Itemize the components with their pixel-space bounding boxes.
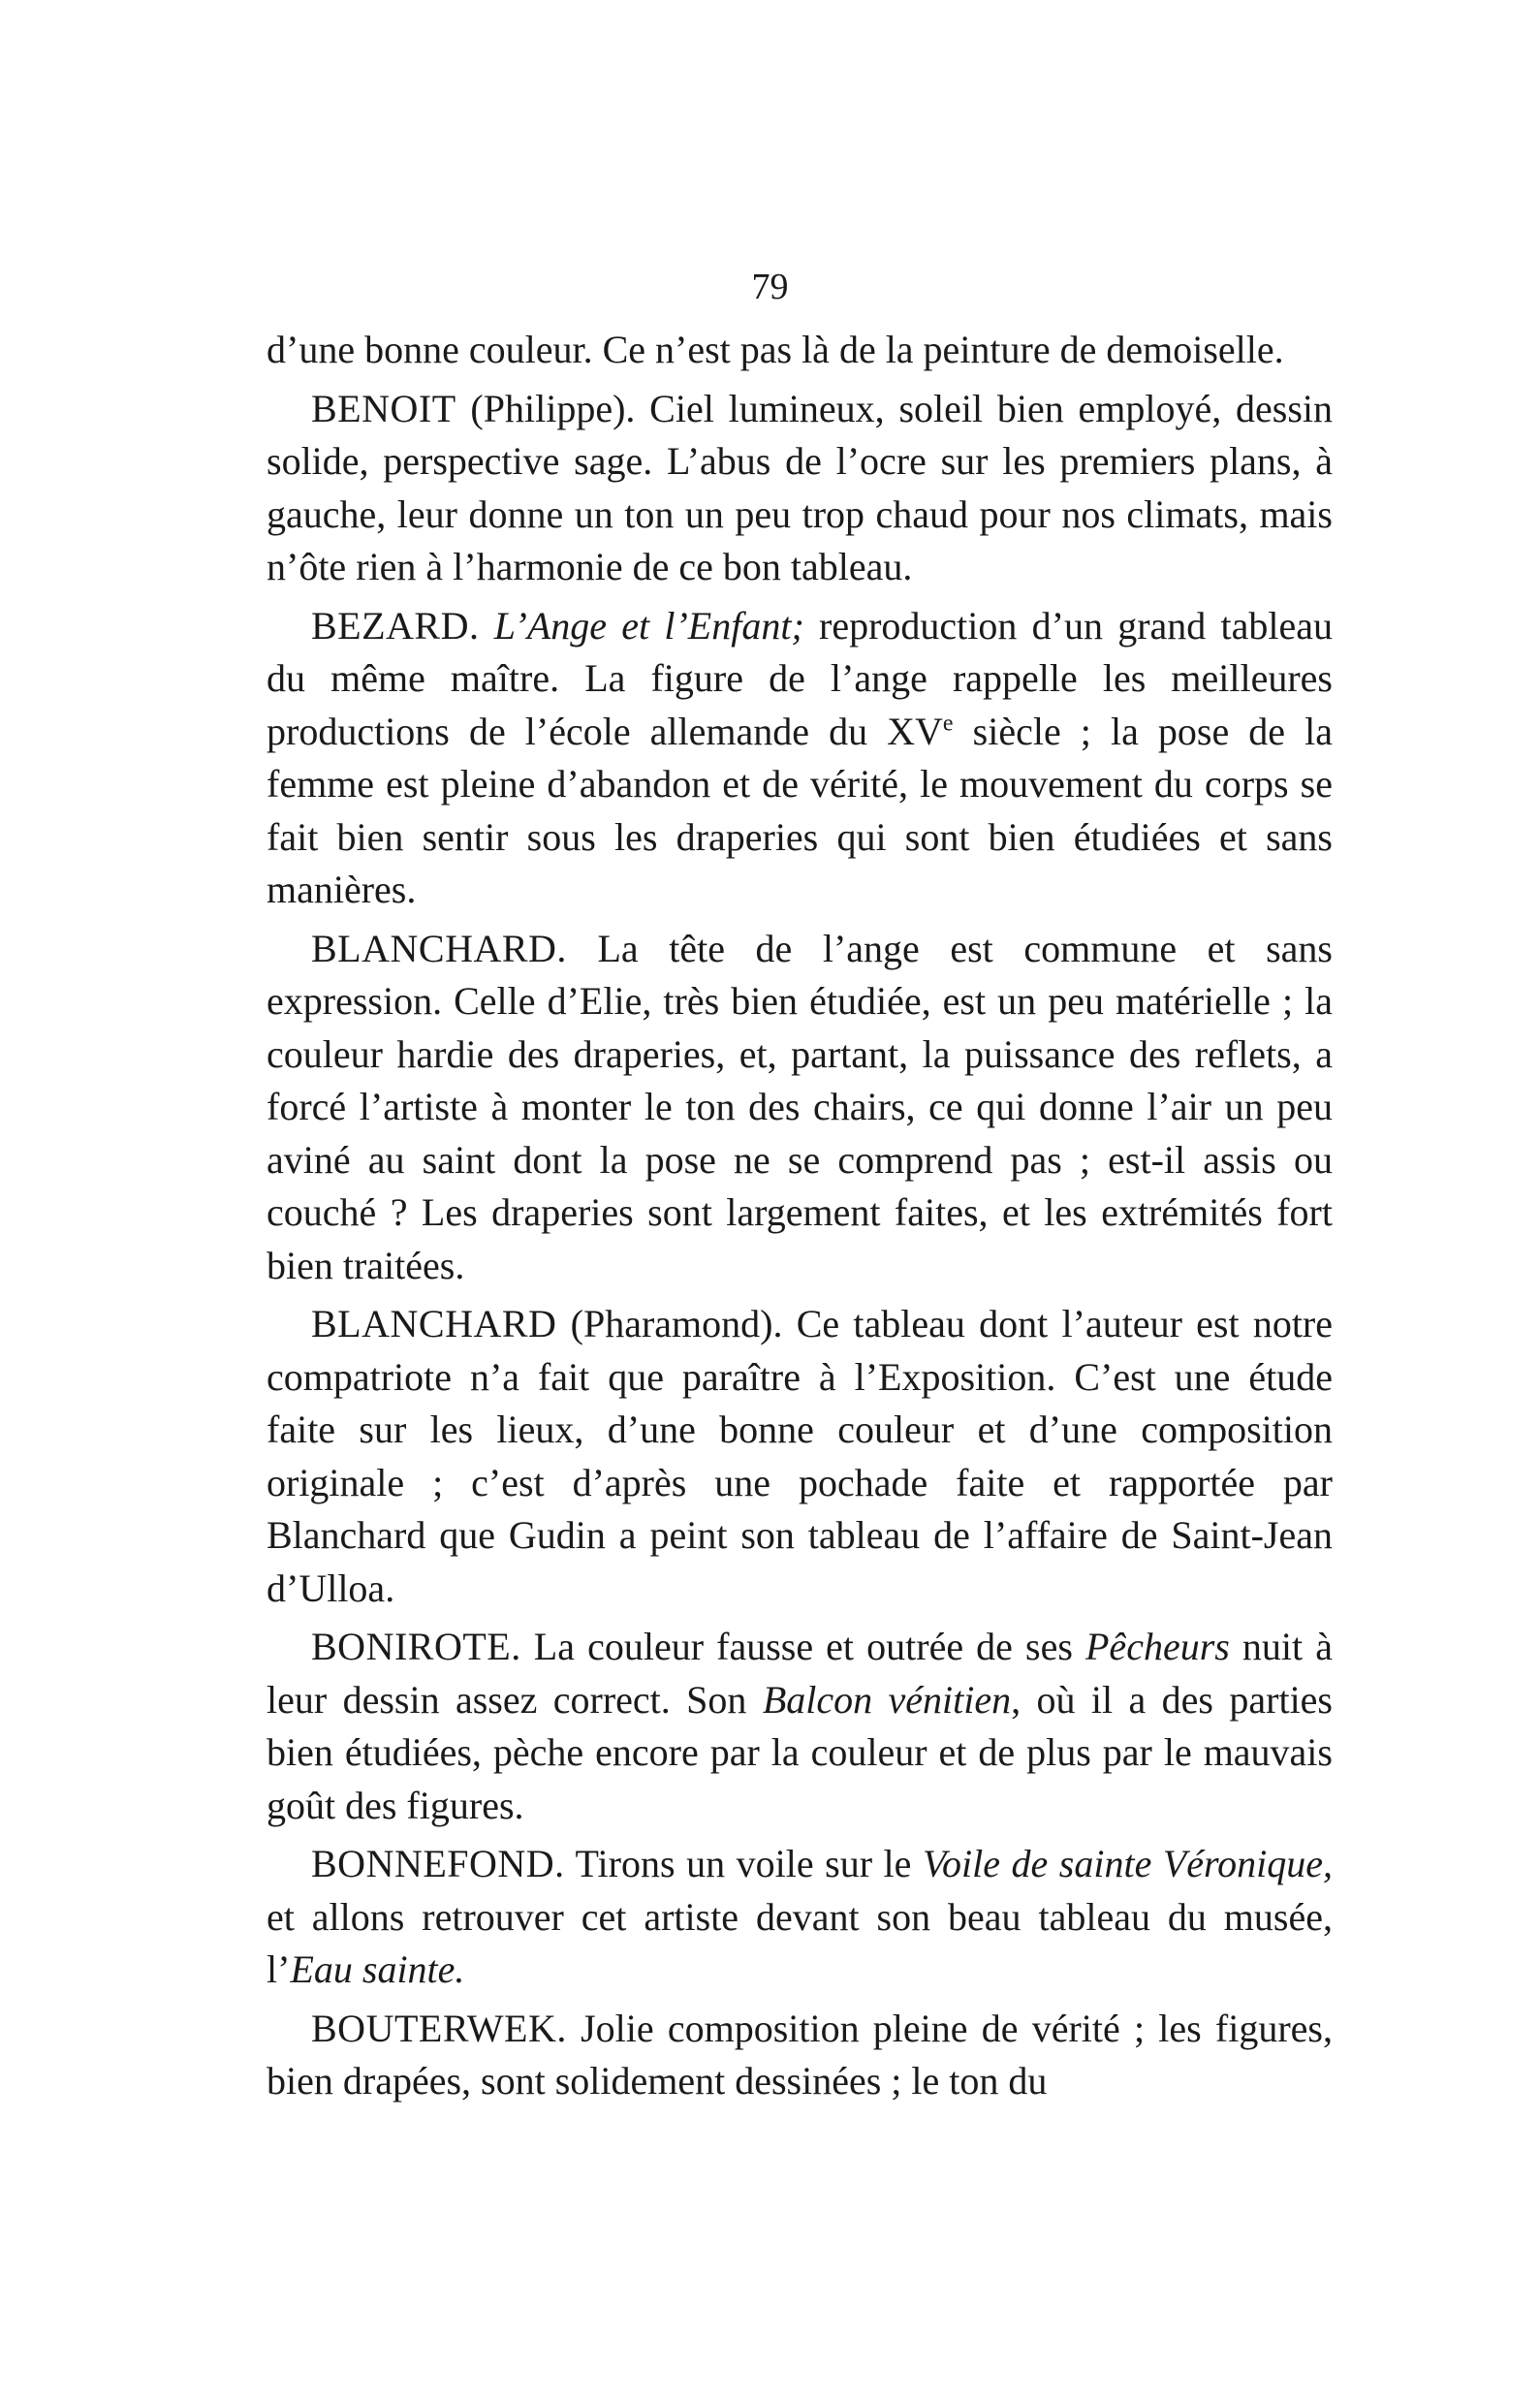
entry-text: et allons retrouver cet artiste devant son beau tableau du musée, l’ [267,1894,1333,1991]
artist-name: BLANCHARD. [311,926,567,970]
artwork-title: Eau sainte. [290,1947,465,1991]
superscript: e [942,711,954,737]
entry-text: Jolie composition pleine de vérité ; les figures, bien drapées, sont solidement dessinées ; le ton du [267,2006,1333,2103]
page-number: 79 [751,267,789,307]
paragraph-continuation [267,324,1333,377]
entry-bonirote [267,1621,1333,1832]
artist-name: BENOIT [311,386,456,430]
entry-text: (Pharamond). Ce tableau dont l’auteur est notre compatriote n’a fait que paraître à l’Exposition. C’est une étude faite sur les lieux, d’une bonne couleur et d’une composition originale ; c’est d’après une pochade faite et rapportée par Blanchard que Gudin a peint son tableau de l’affaire de Saint-Jean d’Ulloa. [267,1302,1333,1610]
artwork-title: L’Ange et l’Enfant; [493,603,804,648]
artist-name: BEZARD. [311,603,480,648]
artwork-title: Pêcheurs [1085,1625,1230,1668]
artist-name: BONNEFOND. [311,1842,565,1885]
entry-blanchard-pharamond [267,1298,1333,1615]
text-column [267,324,1333,2114]
artwork-title: Voile de sainte Véronique, [922,1842,1334,1885]
entry-text: La tête de l’ange est commune et sans expression. Celle d’Elie, très bien étudiée, est un peu matérielle ; la couleur hardie des draperies, et, partant, la puissance des reflets, a forcé l’artiste à monter le ton des chairs, ce qui donne l’air un peu aviné au saint dont la pose ne se comprend pas ; est-il assis ou couché ? Les draperies sont largement faites, et les extrémités fort bien traitées. [267,926,1333,1287]
paragraph-text: d’une bonne couleur. Ce n’est pas là de la peinture de demoiselle. [267,328,1284,371]
entry-text: reproduction d’un grand tableau du même maître. La figure de l’ange rappelle les meilleures productions de l’école allemande du XV [267,603,1333,753]
artist-name: BONIROTE. [311,1625,521,1668]
entry-text: La couleur fausse et outrée de ses [520,1625,1085,1668]
entry-bouterwek [267,2003,1333,2108]
entry-text: nuit à leur dessin assez correct. Son [267,1625,1333,1722]
entry-text: Tirons un voile sur le [564,1842,923,1885]
entry-text: (Philippe). Ciel lumineux, soleil bien employé, dessin solide, perspective sage. L’abus de l’ocre sur les premiers plans, à gauche, leur donne un ton un peu trop chaud pour nos climats, mais n’ôte rien à l’harmonie de ce bon tableau. [267,386,1333,588]
entry-text: siècle ; la pose de la femme est pleine d’abandon et de vérité, le mouvement du corps se fait bien sentir sous les draperies qui sont bien étudiées et sans manières. [267,709,1333,911]
entry-benoit [267,383,1333,594]
entry-bonnefond [267,1838,1333,1997]
artist-name: BOUTERWEK. [311,2006,567,2050]
entry-text: , où il a des parties bien étudiées, pèche encore par la couleur et de plus par le mauvais goût des figures. [267,1677,1333,1827]
artist-name: BLANCHARD [311,1302,557,1345]
entry-bezard [267,600,1333,917]
entry-blanchard [267,923,1333,1293]
artwork-title: Balcon vénitien [762,1677,1012,1722]
